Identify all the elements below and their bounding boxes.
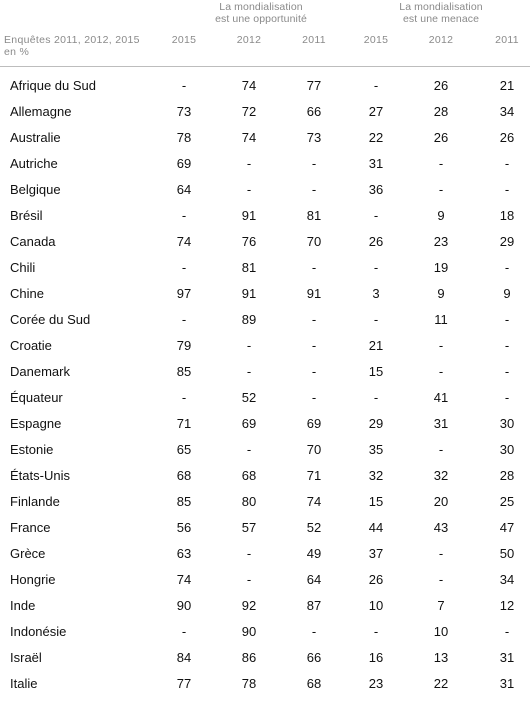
table-cell: - — [504, 156, 510, 171]
table-cell: 74 — [176, 234, 192, 249]
table-cell: 74 — [176, 572, 192, 587]
table-cell: 72 — [241, 104, 257, 119]
table-cell: 25 — [499, 494, 515, 509]
country-name: Hongrie — [10, 572, 56, 587]
table-cell: 68 — [306, 676, 322, 691]
table-cell: 30 — [499, 442, 515, 457]
table-cell: 12 — [499, 598, 515, 613]
table-cell: 91 — [306, 286, 322, 301]
table-cell: 9 — [437, 208, 445, 223]
table-cell: 9 — [437, 286, 445, 301]
table-cell: 80 — [241, 494, 257, 509]
table-cell: 21 — [499, 78, 515, 93]
country-name: Chili — [10, 260, 36, 275]
country-name: Corée du Sud — [10, 312, 91, 327]
table-cell: 49 — [306, 546, 322, 561]
table-cell: 52 — [306, 520, 322, 535]
table-cell: 9 — [503, 286, 511, 301]
table-cell: - — [246, 182, 252, 197]
table-cell: 78 — [176, 130, 192, 145]
table-cell: 81 — [241, 260, 257, 275]
table-cell: - — [246, 338, 252, 353]
table-cell: 89 — [241, 312, 257, 327]
table-row — [0, 308, 530, 334]
group-header-opportunity — [196, 1, 326, 25]
country-name: Chine — [10, 286, 44, 301]
table-cell: 26 — [368, 234, 384, 249]
table-cell: - — [311, 156, 317, 171]
table-cell: - — [181, 260, 187, 275]
table-cell: 15 — [368, 364, 384, 379]
country-name: Autriche — [10, 156, 58, 171]
country-name: Finlande — [10, 494, 60, 509]
table-cell: 85 — [176, 364, 192, 379]
table-row — [0, 620, 530, 646]
table-cell: 74 — [241, 130, 257, 145]
year-header-opportunity-2015: 2015 — [171, 34, 197, 46]
table-cell: 66 — [306, 650, 322, 665]
table-cell: 30 — [499, 416, 515, 431]
table-cell: - — [504, 364, 510, 379]
table-cell: 52 — [241, 390, 257, 405]
table-row — [0, 178, 530, 204]
country-name: Italie — [10, 676, 38, 691]
data-table-body — [0, 74, 530, 698]
table-cell: - — [311, 312, 317, 327]
table-row — [0, 256, 530, 282]
table-cell: 69 — [176, 156, 192, 171]
table-cell: 28 — [433, 104, 449, 119]
table-cell: 26 — [433, 130, 449, 145]
table-cell: 97 — [176, 286, 192, 301]
table-cell: 68 — [241, 468, 257, 483]
table-cell: - — [181, 390, 187, 405]
country-name: Indonésie — [10, 624, 67, 639]
table-cell: 69 — [241, 416, 257, 431]
table-row — [0, 204, 530, 230]
survey-caption-line2: en % — [4, 46, 30, 58]
table-cell: 41 — [433, 390, 449, 405]
table-cell: 78 — [241, 676, 257, 691]
table-row — [0, 594, 530, 620]
table-row — [0, 464, 530, 490]
table-row — [0, 360, 530, 386]
table-cell: - — [311, 624, 317, 639]
table-cell: 43 — [433, 520, 449, 535]
table-row — [0, 74, 530, 100]
table-cell: 81 — [306, 208, 322, 223]
table-row — [0, 334, 530, 360]
table-cell: 85 — [176, 494, 192, 509]
table-cell: 18 — [499, 208, 515, 223]
country-name: Belgique — [10, 182, 61, 197]
table-cell: 29 — [499, 234, 515, 249]
table-cell: - — [181, 312, 187, 327]
survey-caption — [4, 34, 140, 58]
country-name: Espagne — [10, 416, 62, 431]
table-row — [0, 100, 530, 126]
table-cell: 64 — [306, 572, 322, 587]
table-cell: - — [311, 338, 317, 353]
country-name: États-Unis — [10, 468, 70, 483]
table-cell: 22 — [433, 676, 449, 691]
table-cell: - — [311, 260, 317, 275]
table-cell: - — [373, 312, 379, 327]
table-cell: 26 — [499, 130, 515, 145]
table-cell: 86 — [241, 650, 257, 665]
table-cell: 31 — [499, 650, 515, 665]
table-row — [0, 386, 530, 412]
table-cell: - — [438, 338, 444, 353]
table-cell: 63 — [176, 546, 192, 561]
table-cell: - — [181, 208, 187, 223]
table-cell: - — [246, 442, 252, 457]
table-cell: 20 — [433, 494, 449, 509]
table-cell: 21 — [368, 338, 384, 353]
table-row — [0, 516, 530, 542]
table-row — [0, 282, 530, 308]
table-cell: 71 — [176, 416, 192, 431]
table-cell: - — [504, 182, 510, 197]
table-cell: 92 — [241, 598, 257, 613]
country-name: Allemagne — [10, 104, 72, 119]
table-cell: - — [181, 624, 187, 639]
table-cell: 23 — [368, 676, 384, 691]
table-cell: 68 — [176, 468, 192, 483]
table-row — [0, 438, 530, 464]
table-cell: 70 — [306, 442, 322, 457]
table-cell: 56 — [176, 520, 192, 535]
table-cell: - — [438, 156, 444, 171]
table-cell: 64 — [176, 182, 192, 197]
table-cell: - — [438, 572, 444, 587]
table-cell: - — [504, 338, 510, 353]
table-row — [0, 672, 530, 698]
group-header-threat — [376, 1, 506, 25]
table-cell: 27 — [368, 104, 384, 119]
table-cell: 57 — [241, 520, 257, 535]
year-header-opportunity-2011: 2011 — [302, 34, 326, 46]
country-name: Estonie — [10, 442, 54, 457]
country-name: Brésil — [10, 208, 43, 223]
table-cell: - — [246, 364, 252, 379]
country-name: Canada — [10, 234, 56, 249]
survey-caption-line1: Enquêtes 2011, 2012, 2015 — [4, 34, 140, 46]
group-header-opportunity-line1: La mondialisation — [219, 1, 303, 13]
table-cell: 65 — [176, 442, 192, 457]
table-cell: 31 — [368, 156, 384, 171]
table-cell: - — [246, 572, 252, 587]
table-cell: 73 — [306, 130, 322, 145]
table-cell: 87 — [306, 598, 322, 613]
table-cell: 79 — [176, 338, 192, 353]
table-cell: 31 — [499, 676, 515, 691]
table-cell: - — [504, 624, 510, 639]
header-divider — [0, 66, 530, 67]
table-cell: 77 — [176, 676, 192, 691]
table-cell: - — [504, 312, 510, 327]
table-row — [0, 412, 530, 438]
group-header-threat-line2: est une menace — [402, 13, 480, 25]
table-cell: 66 — [306, 104, 322, 119]
table-cell: 90 — [241, 624, 257, 639]
table-cell: 26 — [368, 572, 384, 587]
table-cell: 47 — [499, 520, 515, 535]
table-row — [0, 568, 530, 594]
table-cell: 32 — [433, 468, 449, 483]
table-cell: - — [504, 390, 510, 405]
country-name: Afrique du Sud — [10, 78, 97, 93]
table-cell: - — [373, 78, 379, 93]
table-cell: 26 — [433, 78, 449, 93]
table-cell: - — [438, 546, 444, 561]
table-cell: 91 — [241, 286, 257, 301]
table-cell: 23 — [433, 234, 449, 249]
country-name: France — [10, 520, 51, 535]
table-cell: 29 — [368, 416, 384, 431]
table-row — [0, 152, 530, 178]
table-cell: 44 — [368, 520, 384, 535]
table-cell: - — [246, 546, 252, 561]
table-cell: - — [438, 364, 444, 379]
table-row — [0, 126, 530, 152]
table-cell: 34 — [499, 104, 515, 119]
table-cell: 74 — [241, 78, 257, 93]
table-cell: - — [311, 182, 317, 197]
table-cell: 16 — [368, 650, 384, 665]
table-cell: 37 — [368, 546, 384, 561]
table-cell: 3 — [372, 286, 380, 301]
table-cell: 31 — [433, 416, 449, 431]
country-name: Inde — [10, 598, 36, 613]
group-header-threat-line1: La mondialisation — [399, 1, 483, 13]
table-cell: - — [181, 78, 187, 93]
table-row — [0, 542, 530, 568]
table-cell: 69 — [306, 416, 322, 431]
table-row — [0, 230, 530, 256]
table-cell: 76 — [241, 234, 257, 249]
table-cell: - — [311, 364, 317, 379]
table-cell: 35 — [368, 442, 384, 457]
table-cell: 36 — [368, 182, 384, 197]
year-header-threat-2015: 2015 — [363, 34, 389, 46]
table-cell: - — [438, 442, 444, 457]
table-cell: - — [311, 390, 317, 405]
country-name: Croatie — [10, 338, 52, 353]
table-cell: 28 — [499, 468, 515, 483]
year-header-threat-2011: 2011 — [495, 34, 519, 46]
table-cell: 70 — [306, 234, 322, 249]
table-cell: - — [373, 260, 379, 275]
table-cell: - — [246, 156, 252, 171]
table-cell: - — [504, 260, 510, 275]
table-cell: 19 — [433, 260, 449, 275]
table-cell: 73 — [176, 104, 192, 119]
table-cell: 22 — [368, 130, 384, 145]
table-cell: 90 — [176, 598, 192, 613]
table-cell: 32 — [368, 468, 384, 483]
table-cell: 50 — [499, 546, 515, 561]
table-cell: 13 — [433, 650, 449, 665]
table-cell: 71 — [306, 468, 322, 483]
country-name: Danemark — [10, 364, 70, 379]
year-header-opportunity-2012: 2012 — [236, 34, 262, 46]
table-cell: 10 — [368, 598, 384, 613]
table-cell: 74 — [306, 494, 322, 509]
table-cell: 77 — [306, 78, 322, 93]
group-header-opportunity-line2: est une opportunité — [215, 13, 307, 25]
country-name: Israël — [10, 650, 42, 665]
table-row — [0, 490, 530, 516]
table-cell: 7 — [437, 598, 445, 613]
table-cell: 34 — [499, 572, 515, 587]
table-cell: - — [373, 390, 379, 405]
table-cell: 91 — [241, 208, 257, 223]
country-name: Équateur — [10, 390, 63, 405]
table-cell: - — [438, 182, 444, 197]
table-cell: - — [373, 208, 379, 223]
country-name: Australie — [10, 130, 61, 145]
table-cell: 84 — [176, 650, 192, 665]
year-header-threat-2012: 2012 — [428, 34, 454, 46]
table-cell: 11 — [434, 312, 448, 327]
table-cell: 10 — [433, 624, 449, 639]
table-cell: 15 — [368, 494, 384, 509]
country-name: Grèce — [10, 546, 46, 561]
table-cell: - — [373, 624, 379, 639]
table-row — [0, 646, 530, 672]
